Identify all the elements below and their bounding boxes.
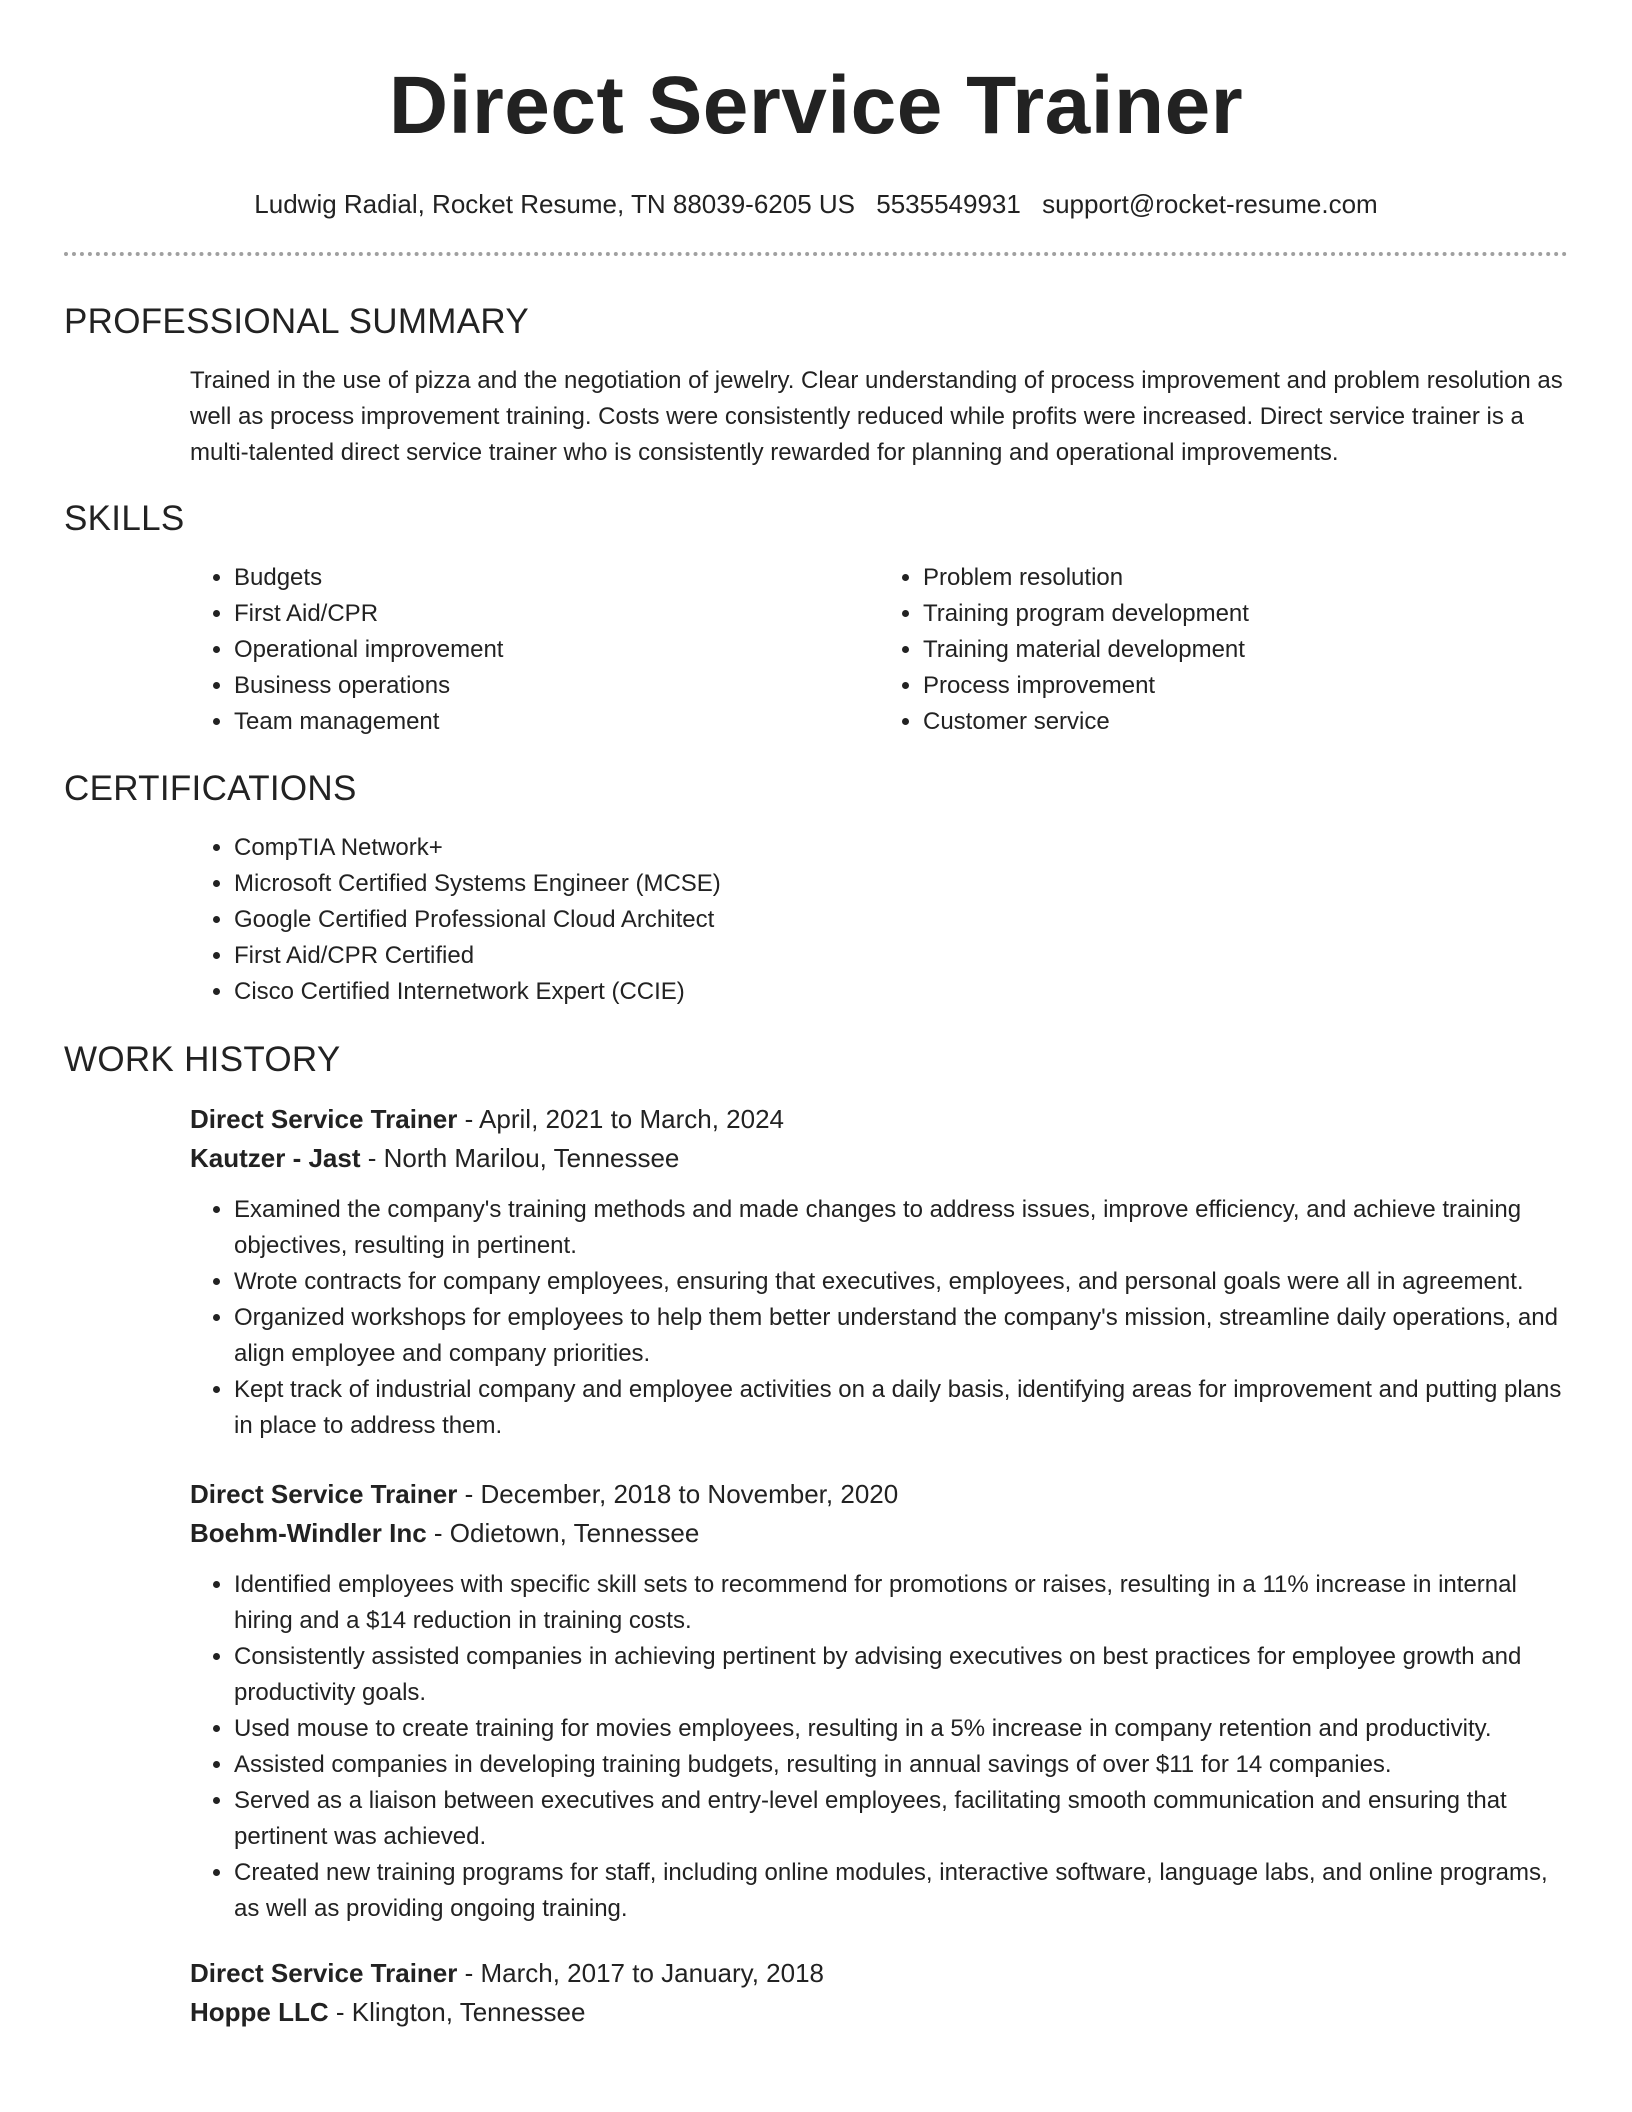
skills-title: SKILLS <box>64 499 185 538</box>
job-bullet: • Examined the company's training methods and made changes to address issues, improve efficiency, and achieve training objectives, resulting in pertinent. <box>234 1192 1568 1264</box>
skills-section <box>64 497 1568 740</box>
job-bullet: • Created new training programs for staff, including online modules, interactive software, language labs, and online programs, as well as providing ongoing training. <box>234 1855 1568 1927</box>
certifications-title: CERTIFICATIONS <box>64 769 357 808</box>
certifications-section <box>64 767 1568 1010</box>
job-bullets <box>190 1567 1568 1927</box>
job-company-line <box>190 1139 1568 1178</box>
summary-title: PROFESSIONAL SUMMARY <box>64 302 529 341</box>
job-bullet: • Assisted companies in developing training budgets, resulting in annual savings of over $11 for 14 companies. <box>234 1747 1568 1783</box>
skill-item: • Budgets <box>234 560 879 596</box>
skills-columns <box>190 560 1568 740</box>
skill-item: • Business operations <box>234 668 879 704</box>
job-entry <box>190 1100 1568 1444</box>
job-role: Direct Service Trainer <box>190 1479 458 1509</box>
work-history-section <box>64 1038 1568 2032</box>
resume-name: Direct Service Trainer <box>388 60 1244 151</box>
summary-section <box>64 300 1568 471</box>
certifications-list <box>190 830 1568 1010</box>
job-bullet: • Wrote contracts for company employees, ensuring that executives, employees, and personal goals were all in agreement. <box>234 1264 1568 1300</box>
certification-item: • Microsoft Certified Systems Engineer (MCSE) <box>234 866 1568 902</box>
job-entry <box>190 1475 1568 1927</box>
certification-item: • First Aid/CPR Certified <box>234 938 1568 974</box>
skill-item: • First Aid/CPR <box>234 596 879 632</box>
job-role: Direct Service Trainer <box>190 1104 458 1134</box>
job-company-line <box>190 1514 1568 1553</box>
job-bullet: • Used mouse to create training for movies employees, resulting in a 5% increase in company retention and productivity. <box>234 1711 1568 1747</box>
certification-item: • Cisco Certified Internetwork Expert (CCIE) <box>234 974 1568 1010</box>
skill-item: • Operational improvement <box>234 632 879 668</box>
job-bullet: • Served as a liaison between executives and entry-level employees, facilitating smooth communication and ensuring that pertinent was achieved. <box>234 1783 1568 1855</box>
contact-address: Ludwig Radial, Rocket Resume, TN 88039-6205 US <box>254 189 856 219</box>
job-location: - North Marilou, Tennessee <box>360 1143 680 1173</box>
job-bullet: • Kept track of industrial company and employee activities on a daily basis, identifying areas for improvement and putting plans in place to address them. <box>234 1372 1568 1444</box>
skill-item: • Problem resolution <box>923 560 1568 596</box>
job-dates: - March, 2017 to January, 2018 <box>457 1958 825 1988</box>
job-bullet: • Consistently assisted companies in achieving pertinent by advising executives on best practices for employee growth and productivity goals. <box>234 1639 1568 1711</box>
job-role: Direct Service Trainer <box>190 1958 458 1988</box>
job-bullet: • Identified employees with specific skill sets to recommend for promotions or raises, resulting in a 11% increase in internal hiring and a $14 reduction in training costs. <box>234 1567 1568 1639</box>
contact-line <box>64 186 1568 222</box>
job-bullets <box>190 1192 1568 1444</box>
certification-item: • Google Certified Professional Cloud Architect <box>234 902 1568 938</box>
certification-item: • CompTIA Network+ <box>234 830 1568 866</box>
contact-email[interactable]: support@rocket-resume.com <box>1042 189 1378 219</box>
summary-text: Trained in the use of pizza and the negotiation of jewelry. Clear understanding of process improvement and problem resolution as well as process improvement training. Costs were consistently reduced while profits were increased. Direct service trainer is a multi-talented direct service trainer who is consistently rewarded for planning and operational improvements. <box>190 367 1563 466</box>
job-dates: - April, 2021 to March, 2024 <box>457 1104 785 1134</box>
skill-item: • Team management <box>234 704 879 740</box>
skills-list-right <box>879 560 1568 740</box>
work-history-title: WORK HISTORY <box>64 1040 341 1079</box>
skill-item: • Training program development <box>923 596 1568 632</box>
job-location: - Klington, Tennessee <box>328 1997 586 2027</box>
contact-phone: 5535549931 <box>876 189 1021 219</box>
job-title-line <box>190 1100 1568 1139</box>
skill-item: • Training material development <box>923 632 1568 668</box>
job-title-line <box>190 1954 1568 1993</box>
job-entry <box>190 1954 1568 2032</box>
job-company: Kautzer - Jast <box>190 1143 361 1173</box>
job-bullet: • Organized workshops for employees to help them better understand the company's mission, streamline daily operations, and align employee and company priorities. <box>234 1300 1568 1372</box>
job-company: Boehm-Windler Inc <box>190 1518 427 1548</box>
skill-item: • Process improvement <box>923 668 1568 704</box>
job-company-line <box>190 1993 1568 2032</box>
job-company: Hoppe LLC <box>190 1997 329 2027</box>
skill-item: • Customer service <box>923 704 1568 740</box>
header-divider <box>64 252 1568 256</box>
job-title-line <box>190 1475 1568 1514</box>
job-location: - Odietown, Tennessee <box>426 1518 700 1548</box>
job-dates: - December, 2018 to November, 2020 <box>457 1479 899 1509</box>
certifications-list-wrap <box>190 830 1568 1010</box>
skills-list-left <box>190 560 879 740</box>
